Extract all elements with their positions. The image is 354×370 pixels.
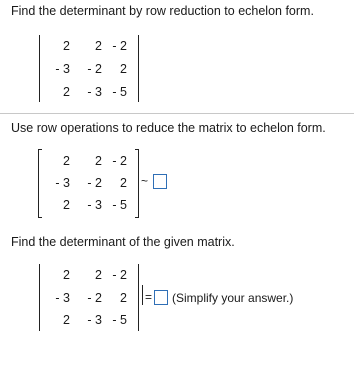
matrix-cell: 2	[63, 85, 70, 99]
matrix-cell: - 2	[112, 39, 127, 53]
matrix-cell: - 3	[55, 291, 70, 305]
matrix-cell: - 2	[112, 268, 127, 282]
matrix-left-bracket	[38, 149, 42, 218]
matrix-cell: 2	[95, 39, 102, 53]
matrix-cell: - 5	[112, 313, 127, 327]
matrix-cell: 2	[120, 62, 127, 76]
matrix-cell: - 2	[112, 154, 127, 168]
equivalence-operator: ~	[141, 174, 149, 188]
section-divider	[0, 113, 354, 114]
matrix-cell: 2	[120, 291, 127, 305]
matrix-cell: 2	[95, 154, 102, 168]
question-2-prompt: Use row operations to reduce the matrix to echelon form.	[11, 121, 326, 135]
matrix-cell: - 2	[87, 291, 102, 305]
equals-operator: =	[145, 290, 153, 304]
matrix-cell: - 5	[112, 198, 127, 212]
matrix-cell: - 3	[55, 176, 70, 190]
matrix-cell: 2	[120, 176, 127, 190]
echelon-form-answer-box[interactable]	[153, 174, 167, 189]
matrix-cell: - 5	[112, 85, 127, 99]
matrix-cell: - 3	[87, 198, 102, 212]
operator-separator	[138, 169, 139, 189]
question-3-prompt: Find the determinant of the given matrix.	[11, 235, 235, 249]
matrix-cell: 2	[63, 313, 70, 327]
matrix-cell: 2	[63, 39, 70, 53]
matrix-cell: 2	[95, 268, 102, 282]
matrix-cell: 2	[63, 268, 70, 282]
question-1-prompt: Find the determinant by row reduction to echelon form.	[11, 4, 314, 18]
matrix-cell: 2	[63, 198, 70, 212]
determinant-left-bar	[39, 264, 40, 331]
matrix-cell: - 3	[87, 85, 102, 99]
simplify-hint: (Simplify your answer.)	[172, 291, 294, 305]
matrix-cell: - 2	[87, 62, 102, 76]
equals-separator	[142, 285, 143, 305]
determinant-answer-box[interactable]	[154, 290, 168, 305]
matrix-cell: - 2	[87, 176, 102, 190]
determinant-left-bar	[39, 35, 40, 102]
determinant-right-bar	[138, 35, 139, 102]
matrix-cell: 2	[63, 154, 70, 168]
matrix-cell: - 3	[55, 62, 70, 76]
matrix-cell: - 3	[87, 313, 102, 327]
determinant-right-bar	[138, 264, 139, 331]
